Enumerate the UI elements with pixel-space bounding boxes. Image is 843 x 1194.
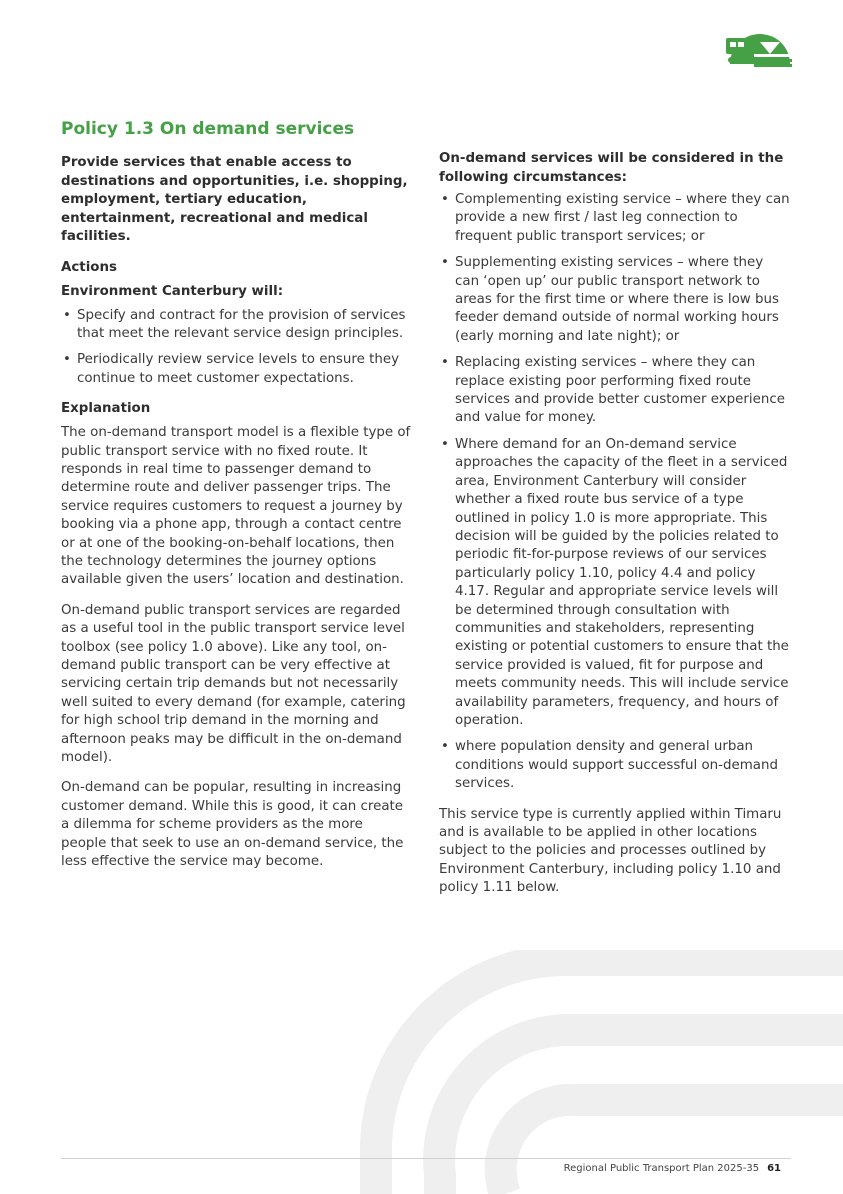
policy-lead: Provide services that enable access to destinations and opportunities, i.e. shopping, employment, tertiary education, entertainment, recreational and medical facilities. <box>61 155 408 244</box>
paragraph: On-demand public transport services are regarded as a useful tool in the public transport service level toolbox (see policy 1.0 above). Like any tool, on-demand public transport can be very effective at servicing certain trip demands but not necessarily well suited to every demand (for example, catering for high school trip demand in the morning and afternoon peaks may be difficult in the on-demand model). <box>61 602 406 766</box>
footer-divider <box>61 1158 791 1159</box>
paragraph: The on-demand transport model is a flexible type of public transport service with no fixed route. It responds in real time to passenger demand to determine route and deliver passenger trips. The service requires customers to request a journey by booking via a phone app, through a contact centre or at one of the booking-on-behalf locations, then the technology determines the journey options available given the users’ location and destination. <box>61 425 411 588</box>
footer-doc-title: Regional Public Transport Plan 2025-35 <box>563 1163 760 1174</box>
actions-list <box>61 307 411 389</box>
list-item: • Supplementing existing services – where they can ‘open up’ our public transport network to areas for the first time or where there is low bus feeder demand outside of normal working hours (early morning and late night); or <box>439 254 791 346</box>
list-item: • Replacing existing services – where they can replace existing poor performing fixed route services and provide better customer experience and value for money. <box>439 354 791 428</box>
list-item: • where population density and general urban conditions would support successful on-demand services. <box>439 738 791 793</box>
right-column <box>439 150 791 910</box>
list-item: • Where demand for an On-demand service approaches the capacity of the fleet in a serviced area, Environment Canterbury will consider whether a fixed route bus service of a type outlined in policy 1.0 is more appropriate. This decision will be guided by the policies related to periodic fit-for-purpose reviews of our services particularly policy 1.10, policy 4.4 and policy 4.17. Regular and appropriate service levels will be determined through consultation with communities and stakeholders, representing existing or potential customers to ensure that the service provided is valued, fit for purpose and meets community needs. This will include service availability parameters, frequency, and hours of operation. <box>439 436 791 731</box>
page-footer <box>564 1163 781 1174</box>
closing-paragraph: This service type is currently applied within Timaru and is available to be applied in other locations subject to the policies and processes outlined by Environment Canterbury, including policy 1.10 and policy 1.11 below. <box>439 806 782 896</box>
explanation-heading: Explanation <box>61 401 151 417</box>
page-number: 61 <box>767 1163 781 1174</box>
paragraph: On-demand can be popular, resulting in increasing customer demand. While this is good, it can create a dilemma for scheme providers as the more people that seek to use an on-demand service, the less effective the service may become. <box>61 780 404 870</box>
circumstances-list <box>439 191 791 794</box>
policy-title: Policy 1.3 On demand services <box>61 119 355 139</box>
left-column <box>61 116 411 883</box>
circumstances-heading: On-demand services will be considered in the following circumstances: <box>439 151 784 185</box>
list-item: • Specify and contract for the provision of services that meet the relevant service design principles. <box>61 307 411 344</box>
ecan-heading: Environment Canterbury will: <box>61 283 284 299</box>
actions-heading: Actions <box>61 259 117 275</box>
list-item: • Periodically review service levels to ensure they continue to meet customer expectations. <box>61 351 411 388</box>
list-item: • Complementing existing service – where they can provide a new first / last leg connection to frequent public transport services; or <box>439 191 791 246</box>
bus-and-ferry-logo-icon <box>722 24 794 70</box>
